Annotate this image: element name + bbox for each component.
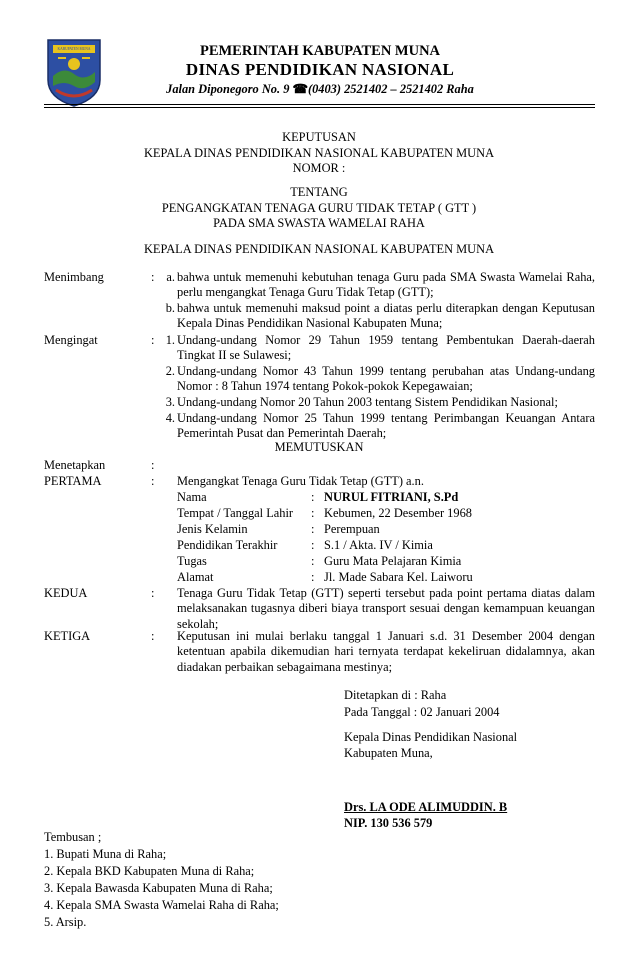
tanggal: Pada Tanggal : 02 Januari 2004 xyxy=(344,705,500,719)
title-subject2: PADA SMA SWASTA WAMELAI RAHA xyxy=(213,216,425,230)
title-nomor: NOMOR : xyxy=(292,161,346,175)
kop-rule-thin xyxy=(44,107,595,108)
address-street: Jalan Diponegoro No. 9 xyxy=(166,82,290,96)
jabatan-line2: Kabupaten Muna, xyxy=(344,746,433,760)
title-subject1: PENGANGKATAN TENAGA GURU TIDAK TETAP ( GTT ) xyxy=(161,201,477,215)
tembusan-item: 3. Kepala Bawasda Kabupaten Muna di Raha; xyxy=(44,881,273,895)
logo-text: KABUPATEN MUNA xyxy=(57,47,91,51)
field-label: Jenis Kelamin xyxy=(177,522,248,536)
phone-icon: ☎ xyxy=(292,82,308,96)
title-kepala: KEPALA DINAS PENDIDIKAN NASIONAL KABUPATEN MUNA xyxy=(143,146,495,160)
tembusan-item: 2. Kepala BKD Kabupaten Muna di Raha; xyxy=(44,864,255,878)
menimbang-item: bahwa untuk memenuhi kebutuhan tenaga Guru pada SMA Swasta Wamelai Raha, perlu mengangkat Tenaga Guru Tidak Tetap (GTT); xyxy=(177,270,595,300)
field-colon: : xyxy=(311,554,315,568)
title-tentang: TENTANG xyxy=(290,185,348,199)
tembusan-item: 4. Kepala SMA Swasta Wamelai Raha di Raha; xyxy=(44,898,279,912)
memutuskan-heading: MEMUTUSKAN xyxy=(274,440,364,454)
menimbang-num: b. xyxy=(165,301,175,315)
ketiga-label: KETIGA xyxy=(44,629,91,643)
address-phone: (0403) 2521402 – 2521402 Raha xyxy=(307,82,474,96)
menimbang-colon: : xyxy=(151,270,155,284)
field-value: Kebumen, 22 Desember 1968 xyxy=(324,506,472,520)
field-value: Guru Mata Pelajaran Kimia xyxy=(324,554,462,568)
mengingat-item: Undang-undang Nomor 29 Tahun 1959 tentang Pembentukan Daerah-daerah Tingkat II se Sulawesi; xyxy=(177,333,595,363)
mengingat-label: Mengingat xyxy=(44,333,98,347)
field-value-nama: NURUL FITRIANI, S.Pd xyxy=(324,490,459,504)
field-colon: : xyxy=(311,506,315,520)
pertama-colon: : xyxy=(151,474,155,488)
signatory-name: Drs. LA ODE ALIMUDDIN. B xyxy=(344,800,508,814)
signatory-nip: NIP. 130 536 579 xyxy=(344,816,433,830)
field-label: Pendidikan Terakhir xyxy=(177,538,278,552)
mengingat-num: 4. xyxy=(165,411,175,425)
title-issuer: KEPALA DINAS PENDIDIKAN NASIONAL KABUPATEN MUNA xyxy=(143,242,495,256)
jabatan-line1: Kepala Dinas Pendidikan Nasional xyxy=(344,730,518,744)
mengingat-item: Undang-undang Nomor 20 Tahun 2003 tentang Sistem Pendidikan Nasional; xyxy=(177,395,558,409)
mengingat-num: 2. xyxy=(165,364,175,378)
mengingat-num: 3. xyxy=(165,395,175,409)
ketiga-text: Keputusan ini mulai berlaku tanggal 1 Januari s.d. 31 Desember 2004 dengan ketentuan apabila dikemudian hari ternyata terdapat kekeliruan didalamnya, akan diadakan perbaikan sebagaimana mestinya; xyxy=(177,629,595,674)
ditetapkan: Ditetapkan di : Raha xyxy=(344,688,447,702)
field-label: Tugas xyxy=(177,554,207,568)
title-keputusan: KEPUTUSAN xyxy=(282,130,356,144)
ketiga-colon: : xyxy=(151,629,155,643)
tembusan-item: 5. Arsip. xyxy=(44,915,87,929)
kedua-label: KEDUA xyxy=(44,586,88,600)
field-value: S.1 / Akta. IV / Kimia xyxy=(324,538,433,552)
kop-address xyxy=(80,82,560,97)
mengingat-num: 1. xyxy=(165,333,175,347)
field-label: Tempat / Tanggal Lahir xyxy=(177,506,294,520)
menetapkan-colon: : xyxy=(151,458,155,472)
kop-rule-thick xyxy=(44,104,595,105)
tembusan-item: 1. Bupati Muna di Raha; xyxy=(44,847,167,861)
menimbang-label: Menimbang xyxy=(44,270,104,284)
menetapkan-label: Menetapkan xyxy=(44,458,106,472)
field-label: Nama xyxy=(177,490,207,504)
pertama-label: PERTAMA xyxy=(44,474,102,488)
menimbang-num: a. xyxy=(166,270,175,284)
mengingat-colon: : xyxy=(151,333,155,347)
menimbang-item: bahwa untuk memenuhi maksud point a diatas perlu diterapkan dengan Keputusan Kepala Dinas Pendidikan Nasional Kabupaten Muna; xyxy=(177,301,595,331)
tembusan-title: Tembusan ; xyxy=(44,830,102,844)
kop-line1: PEMERINTAH KABUPATEN MUNA xyxy=(199,43,441,59)
field-colon: : xyxy=(311,490,315,504)
kedua-text: Tenaga Guru Tidak Tetap (GTT) seperti tersebut pada point pertama diatas dalam melaksanakan tugasnya diberi biaya transport sesuai dengan kemampuan keuangan sekolah; xyxy=(177,586,595,631)
field-colon: : xyxy=(311,538,315,552)
field-value: Jl. Made Sabara Kel. Laiworu xyxy=(324,570,473,584)
field-colon: : xyxy=(311,522,315,536)
mengingat-item: Undang-undang Nomor 43 Tahun 1999 tentang perubahan atas Undang-undang Nomor : 8 Tahun 1974 tentang Pokok-pokok Kepegawaian; xyxy=(177,364,595,394)
mengingat-item: Undang-undang Nomor 25 Tahun 1999 tentang Perimbangan Keuangan Antara Pemerintah Pusat dan Pemerintah Daerah; xyxy=(177,411,595,441)
field-label: Alamat xyxy=(177,570,214,584)
field-value: Perempuan xyxy=(324,522,380,536)
kedua-colon: : xyxy=(151,586,155,600)
pertama-text: Mengangkat Tenaga Guru Tidak Tetap (GTT) a.n. xyxy=(177,474,424,488)
kop-line2: DINAS PENDIDIKAN NASIONAL xyxy=(185,60,455,79)
field-colon: : xyxy=(311,570,315,584)
